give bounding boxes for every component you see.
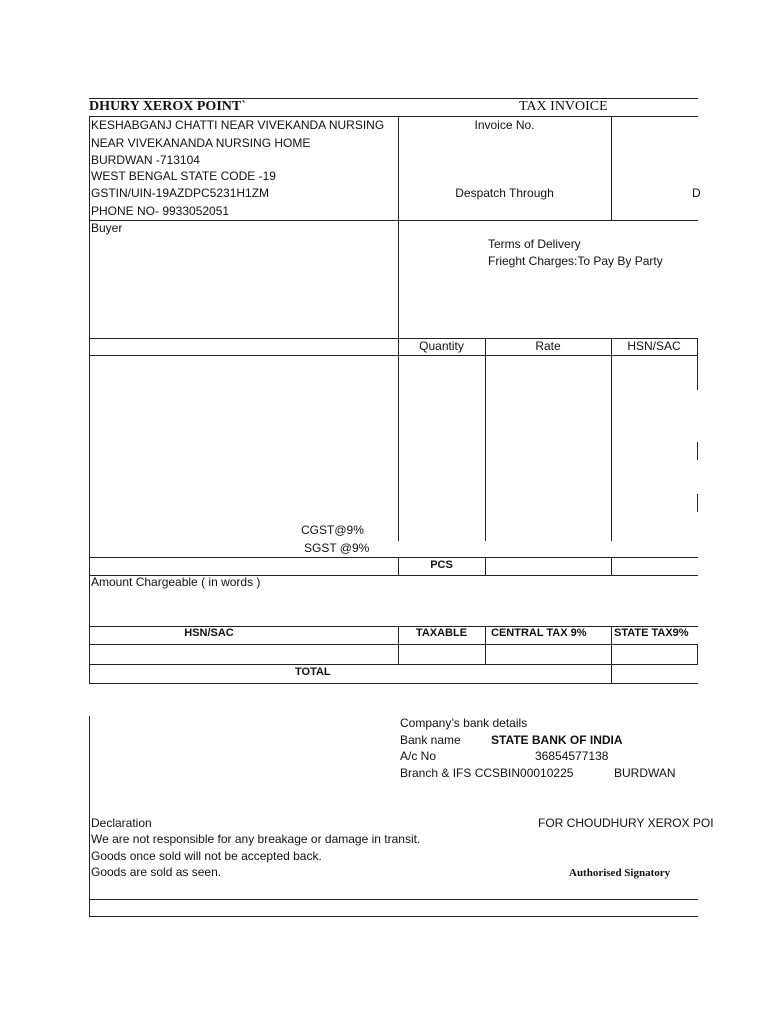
seller-bottom-line [89, 220, 698, 221]
tax-col-taxable-header: TAXABLE [415, 627, 468, 639]
right-edge-mark-2 [697, 442, 698, 460]
items-bottom-line [89, 557, 698, 558]
buyer-bottom-line [89, 338, 698, 339]
declaration-line3: Goods are sold as seen. [91, 865, 222, 879]
top-border [89, 98, 698, 99]
bank-details-title: Company’s bank details [400, 716, 528, 730]
authorised-signatory: Authorised Signatory [569, 867, 671, 879]
despatch-through-label: Despatch Through [455, 186, 554, 200]
footer-line-1 [89, 899, 698, 900]
invoice-no-label: Invoice No. [474, 118, 535, 132]
sgst-label: SGST @9% [304, 541, 370, 555]
tax-col-state-header: STATE TAX9% [614, 627, 689, 639]
left-border-lower [89, 716, 90, 916]
tax-table-header-line [89, 644, 698, 645]
account-no-label: A/c No [400, 749, 437, 763]
tax-col-hsn-header: HSN/SAC [184, 627, 234, 639]
hsn-left-divider [611, 338, 612, 541]
footer-line-2 [89, 916, 698, 917]
bank-name-value: STATE BANK OF INDIA [491, 733, 623, 747]
branch-ifsc-label: Branch & IFS CCSBIN00010225 [400, 766, 574, 780]
seller-right-divider [398, 116, 399, 338]
amount-in-words-label: Amount Chargeable ( in words ) [91, 575, 261, 589]
declaration-line1: We are not responsible for any breakage or damage in transit. [91, 832, 421, 846]
for-company-label: FOR CHOUDHURY XEROX POI [538, 816, 714, 830]
seller-address-line2: NEAR VIVEKANANDA NURSING HOME [91, 136, 311, 150]
account-no-value: 36854577138 [535, 749, 609, 763]
central-left-divider [485, 626, 486, 664]
tax-col-central-header: CENTRAL TAX 9% [491, 627, 587, 639]
seller-phone: PHONE NO- 9933052051 [91, 204, 230, 218]
state-left-divider [611, 626, 612, 683]
bank-name-label: Bank name [400, 733, 461, 747]
pcs-row-hsn-divider [611, 557, 612, 575]
unit-pcs: PCS [430, 559, 453, 571]
right-edge-mark-1 [697, 338, 698, 390]
tax-table-bottom-line [89, 683, 698, 684]
truncated-meta-label: D [692, 186, 701, 200]
pcs-right-divider [485, 557, 486, 575]
items-header-bottom-line [89, 355, 698, 356]
branch-value: BURDWAN [614, 766, 676, 780]
right-edge-mark-3 [697, 494, 698, 512]
col-hsn-header: HSN/SAC [627, 339, 681, 353]
meta-right-divider [611, 116, 612, 220]
col-quantity-header: Quantity [419, 339, 464, 353]
rate-left-divider [485, 338, 486, 541]
freight-charges-text: Frieght Charges:To Pay By Party [488, 254, 663, 268]
seller-gstin: GSTIN/UIN-19AZDPC5231H1ZM [91, 186, 270, 200]
declaration-line2: Goods once sold will not be accepted back. [91, 849, 322, 863]
header-divider [89, 116, 698, 117]
buyer-label: Buyer [91, 221, 123, 235]
doc-type-title: TAX INVOICE [519, 99, 608, 114]
tax-table-top-line [89, 626, 698, 627]
tax-table-right-mark [697, 644, 698, 664]
seller-address-line4: WEST BENGAL STATE CODE -19 [91, 169, 276, 183]
col-rate-header: Rate [535, 339, 561, 353]
seller-address-line1: KESHABGANJ CHATTI NEAR VIVEKANDA NURSING [91, 118, 385, 132]
terms-of-delivery-label: Terms of Delivery [488, 237, 581, 251]
tax-total-label: TOTAL [295, 666, 331, 678]
cgst-label: CGST@9% [301, 523, 364, 537]
left-border-upper [89, 116, 90, 683]
qty-left-divider [398, 338, 399, 541]
declaration-title: Declaration [91, 816, 152, 830]
seller-address-line3: BURDWAN -713104 [91, 153, 200, 167]
tax-table-row-line [89, 664, 698, 665]
company-name: DHURY XEROX POINT` [89, 99, 246, 114]
